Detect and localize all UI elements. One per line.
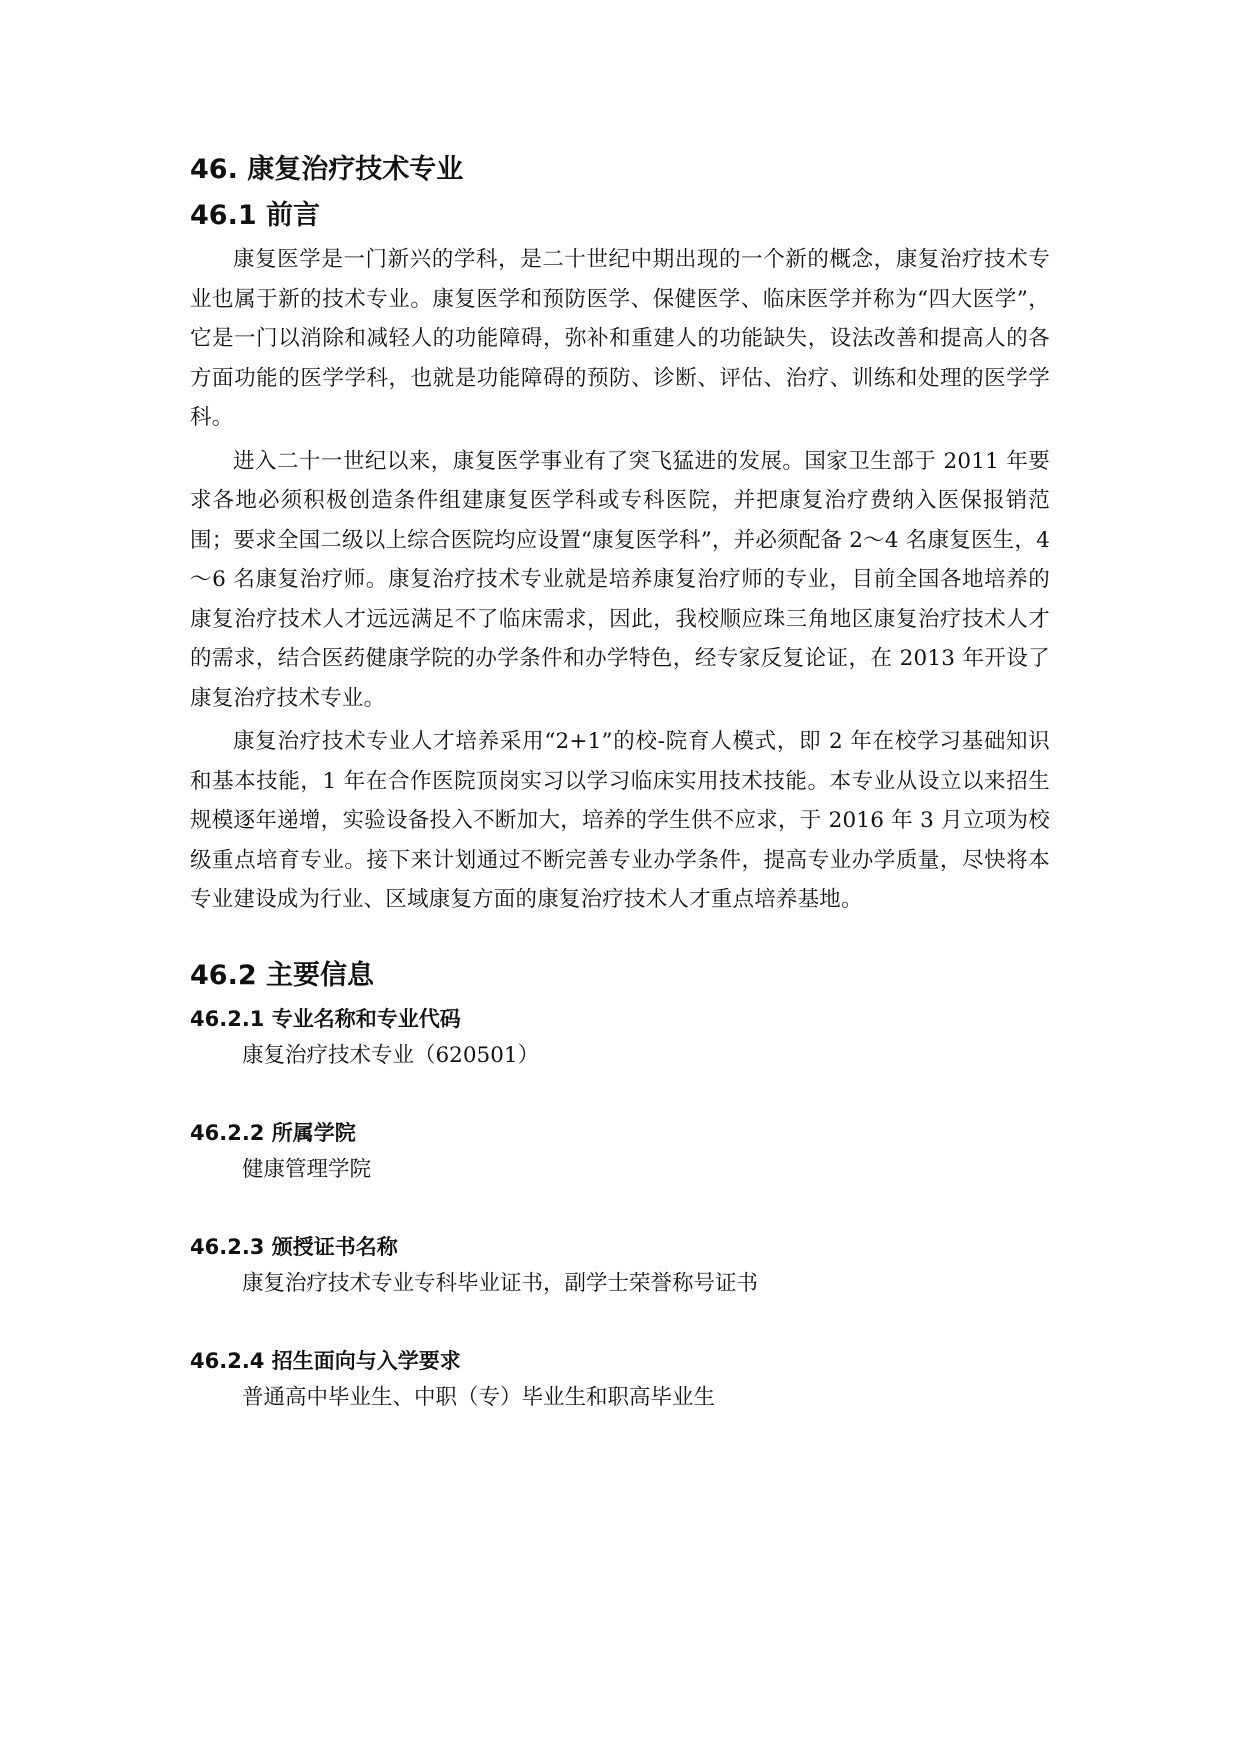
main-info-item-heading: 46.2.2 所属学院 xyxy=(190,1120,356,1145)
main-info-item-3 xyxy=(190,1230,1050,1304)
foreword-paragraph-1: 康复医学是一门新兴的学科，是二十世纪中期出现的一个新的概念，康复治疗技术专业也属于新的技术专业。康复医学和预防医学、保健医学、临床医学并称为“四大医学”，它是一门以消除和减轻人的功能障碍，弥补和重建人的功能缺失，设法改善和提高人的各方面功能的医学学科，也就是功能障碍的预防、诊断、评估、治疗、训练和处理的医学学科。 xyxy=(190,247,1050,430)
document-content xyxy=(190,148,1050,1418)
foreword-paragraph-2: 进入二十一世纪以来，康复医学事业有了突飞猛进的发展。国家卫生部于 2011 年要求各地必须积极创造条件组建康复医学科或专科医院，并把康复治疗费纳入医保报销范围；要求全国二级以上综合医院均应设置“康复医学科”，并必须配备 2～4 名康复医生，4～6 名康复治疗师。康复治疗技术专业就是培养康复治疗师的专业，目前全国各地培养的康复治疗技术人才远远满足不了临床需求，因此，我校顺应珠三角地区康复治疗技术人才的需求，结合医药健康学院的办学条件和办学特色，经专家反复论证，在 2013 年开设了康复治疗技术专业。 xyxy=(190,448,1050,711)
foreword-body xyxy=(190,240,1050,920)
section-title: 46. 康复治疗技术专业 xyxy=(190,154,464,185)
main-info-item-value: 康复治疗技术专业专科毕业证书，副学士荣誉称号证书 xyxy=(242,1270,759,1296)
main-info-item-heading: 46.2.3 颁授证书名称 xyxy=(190,1234,398,1259)
main-info-item-value: 健康管理学院 xyxy=(242,1156,372,1182)
main-info-item-value: 普通高中毕业生、中职（专）毕业生和职高毕业生 xyxy=(242,1384,716,1410)
main-info-item-2 xyxy=(190,1116,1050,1190)
foreword-heading: 46.1 前言 xyxy=(190,200,321,231)
main-info-item-4 xyxy=(190,1344,1050,1418)
main-info-item-heading: 46.2.4 招生面向与入学要求 xyxy=(190,1348,461,1373)
foreword-paragraph-3: 康复治疗技术专业人才培养采用“2+1”的校-院育人模式，即 2 年在校学习基础知识和基本技能，1 年在合作医院顶岗实习以学习临床实用技术技能。本专业从设立以来招生规模逐年递增，实验设备投入不断加大，培养的学生供不应求，于 2016 年 3 月立项为校级重点培育专业。接下来计划通过不断完善专业办学条件，提高专业办学质量，尽快将本专业建设成为行业、区域康复方面的康复治疗技术人才重点培养基地。 xyxy=(190,729,1050,912)
main-info-item-heading: 46.2.1 专业名称和专业代码 xyxy=(190,1006,461,1031)
main-info-item-1 xyxy=(190,1002,1050,1076)
main-info-item-value: 康复治疗技术专业（620501） xyxy=(242,1042,540,1068)
main-info-heading: 46.2 主要信息 xyxy=(190,959,375,991)
